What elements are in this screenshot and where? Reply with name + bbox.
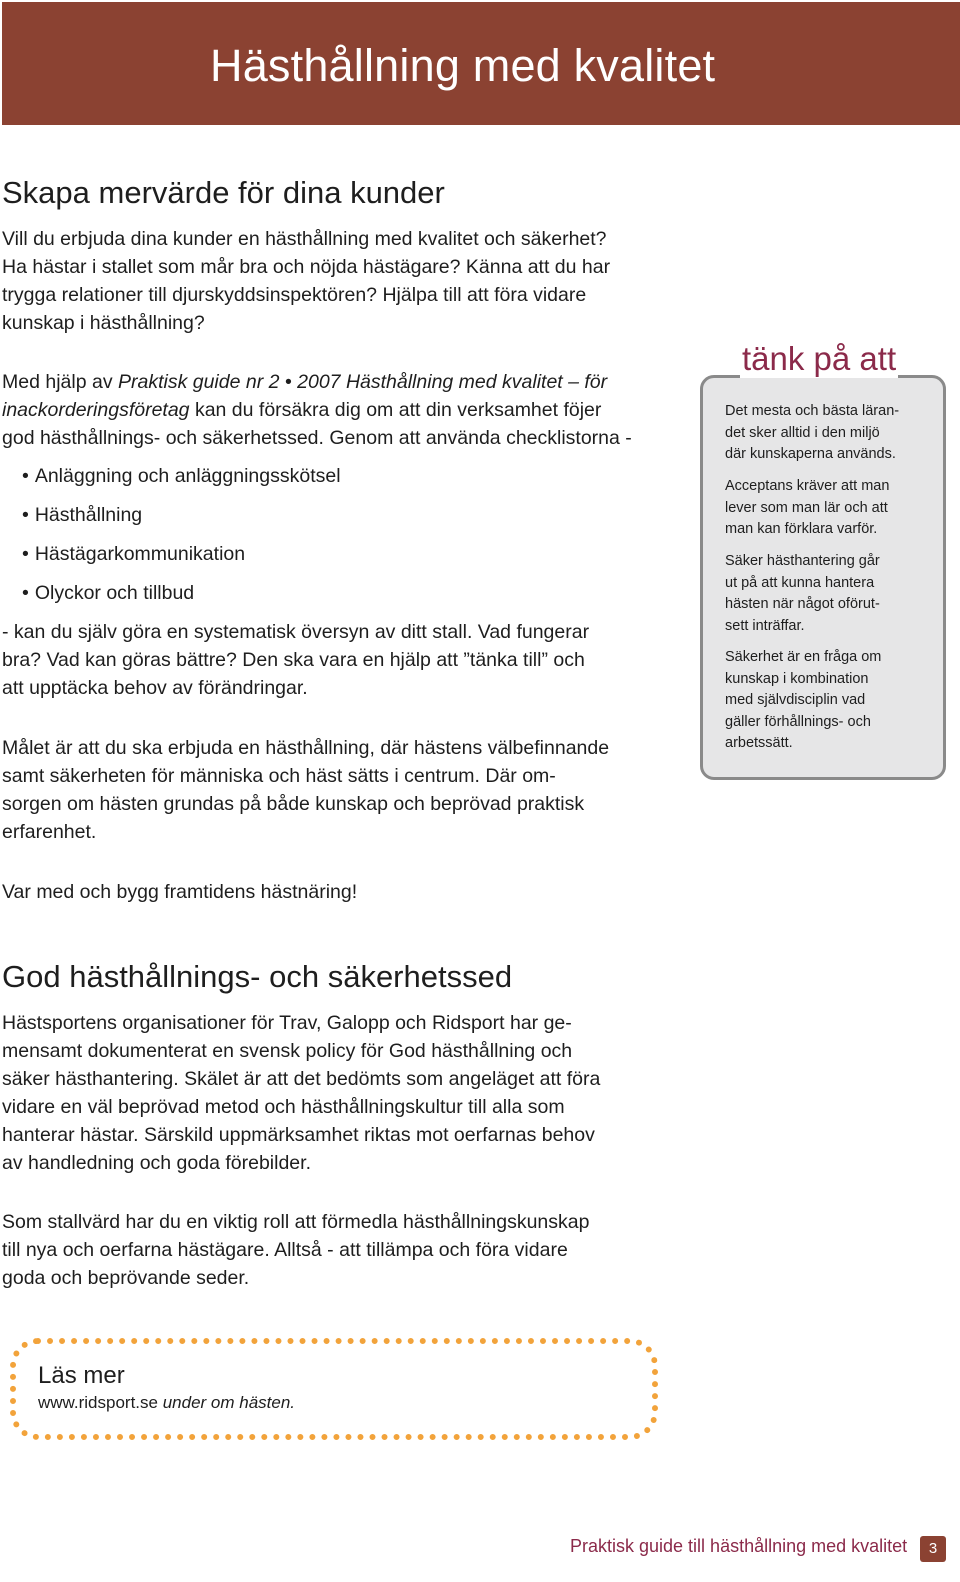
text-line: att upptäcka behov av förändringar.	[2, 677, 308, 699]
list-item: • Anläggning och anläggningsskötsel	[22, 460, 341, 499]
text-line: trygga relationer till djurskyddsinspektören? Hjälpa till att föra vidare	[2, 284, 587, 306]
text-line: Vill du erbjuda dina kunder en hästhållning med kvalitet och säkerhet?	[2, 228, 607, 250]
text-line: Säker hästhantering går	[725, 553, 880, 569]
text-line: sett inträffar.	[725, 617, 805, 634]
page-title: Hästhållning med kvalitet	[210, 40, 716, 91]
text-line: erfarenhet.	[2, 821, 97, 843]
text-span: kan du försäkra dig om att din verksamhet föjer	[189, 399, 602, 421]
text-line: med självdisciplin vad	[725, 692, 866, 708]
text-line: mensamt dokumenterat en svensk policy för God hästhållning och	[2, 1040, 573, 1062]
text-line: goda och beprövande seder.	[2, 1267, 250, 1289]
goal-paragraph	[2, 734, 609, 846]
text-line: Som stallvärd har du en viktig roll att förmedla hästhållningskunskap	[2, 1211, 590, 1233]
text-line: man kan förklara varför.	[725, 521, 878, 537]
text-line: arbetssätt.	[725, 735, 793, 751]
text-line: Säkerhet är en fråga om	[725, 649, 882, 665]
tips-heading: tänk på att	[742, 340, 897, 377]
text-line: Det mesta och bästa läran-	[725, 403, 900, 419]
text-line: kunskap i hästhållning?	[2, 312, 205, 334]
page-number: 3	[920, 1536, 946, 1562]
read-more-link[interactable]: www.ridsport.se	[38, 1393, 158, 1412]
text-line: Ha hästar i stallet som mår bra och nöjda hästägare? Känna att du har	[2, 256, 611, 278]
section-heading-sakerhetssed: God hästhållnings- och säkerhetssed	[2, 959, 513, 994]
overview-paragraph	[2, 618, 589, 702]
text-line: - kan du själv göra en systematisk översyn av ditt stall. Vad fungerar	[2, 621, 590, 643]
intro-paragraph	[2, 225, 610, 337]
tip-item	[725, 647, 937, 755]
guide-subtitle-italic: inackorderingsföretag	[2, 399, 190, 421]
list-item: • Hästägarkommunikation	[22, 538, 341, 577]
text-line: kunskap i kombination	[725, 670, 869, 687]
text-line: hästen när något oförut-	[725, 596, 880, 612]
stallvard-paragraph	[2, 1208, 589, 1292]
closing-line: Var med och bygg framtidens hästnäring!	[2, 881, 358, 903]
policy-paragraph	[2, 1009, 600, 1177]
tip-item	[725, 401, 937, 466]
list-item: • Olyckor och tillbud	[22, 577, 341, 616]
tip-item	[725, 551, 937, 637]
text-line: lever som man lär och att	[725, 499, 888, 516]
guide-paragraph	[2, 368, 632, 452]
text-line: vidare en väl beprövad metod och hästhållningskultur till alla som	[2, 1096, 565, 1118]
text-line: sorgen om hästen grundas på både kunskap och beprövad praktisk	[2, 793, 585, 815]
text-line	[2, 368, 632, 396]
text-line: där kunskaperna används.	[725, 446, 896, 462]
footer-title: Praktisk guide till hästhållning med kvalitet	[570, 1536, 908, 1556]
text-line: av handledning och goda förebilder.	[2, 1152, 311, 1174]
text-line: Målet är att du ska erbjuda en hästhållning, där hästens välbefinnande	[2, 737, 610, 759]
title-banner	[2, 2, 960, 125]
read-more-reference	[38, 1393, 295, 1413]
list-item: • Hästhållning	[22, 499, 341, 538]
checklist-bullets	[22, 460, 341, 616]
section-heading-mervarde: Skapa mervärde för dina kunder	[2, 175, 445, 210]
text-line: Hästsportens organisationer för Trav, Galopp och Ridsport har ge-	[2, 1012, 572, 1034]
text-line: säker hästhantering. Skälet är att det bedömts som angeläget att föra	[2, 1068, 601, 1090]
text-line: gäller förhållnings- och	[725, 713, 871, 730]
tip-item	[725, 476, 937, 541]
text-span: Med hjälp av	[2, 371, 118, 393]
read-more-suffix: under om hästen.	[157, 1393, 296, 1412]
text-line: Acceptans kräver att man	[725, 478, 890, 494]
text-line: ut på att kunna hantera	[725, 574, 875, 591]
text-line: hanterar hästar. Särskild uppmärksamhet riktas mot oerfarnas behov	[2, 1124, 595, 1146]
text-line: det sker alltid i den miljö	[725, 424, 880, 441]
text-line: god hästhållnings- och säkerhetssed. Genom att använda checklistorna -	[2, 427, 632, 449]
text-line	[2, 396, 632, 424]
read-more-title: Läs mer	[38, 1362, 125, 1389]
text-line: bra? Vad kan göras bättre? Den ska vara en hjälp att ”tänka till” och	[2, 649, 585, 671]
text-line: till nya och oerfarna hästägare. Alltså - att tillämpa och föra vidare	[2, 1239, 568, 1261]
text-line: samt säkerheten för människa och häst sätts i centrum. Där om-	[2, 765, 556, 787]
guide-title-italic: Praktisk guide nr 2 • 2007 Hästhållning med kvalitet – för	[117, 371, 608, 393]
